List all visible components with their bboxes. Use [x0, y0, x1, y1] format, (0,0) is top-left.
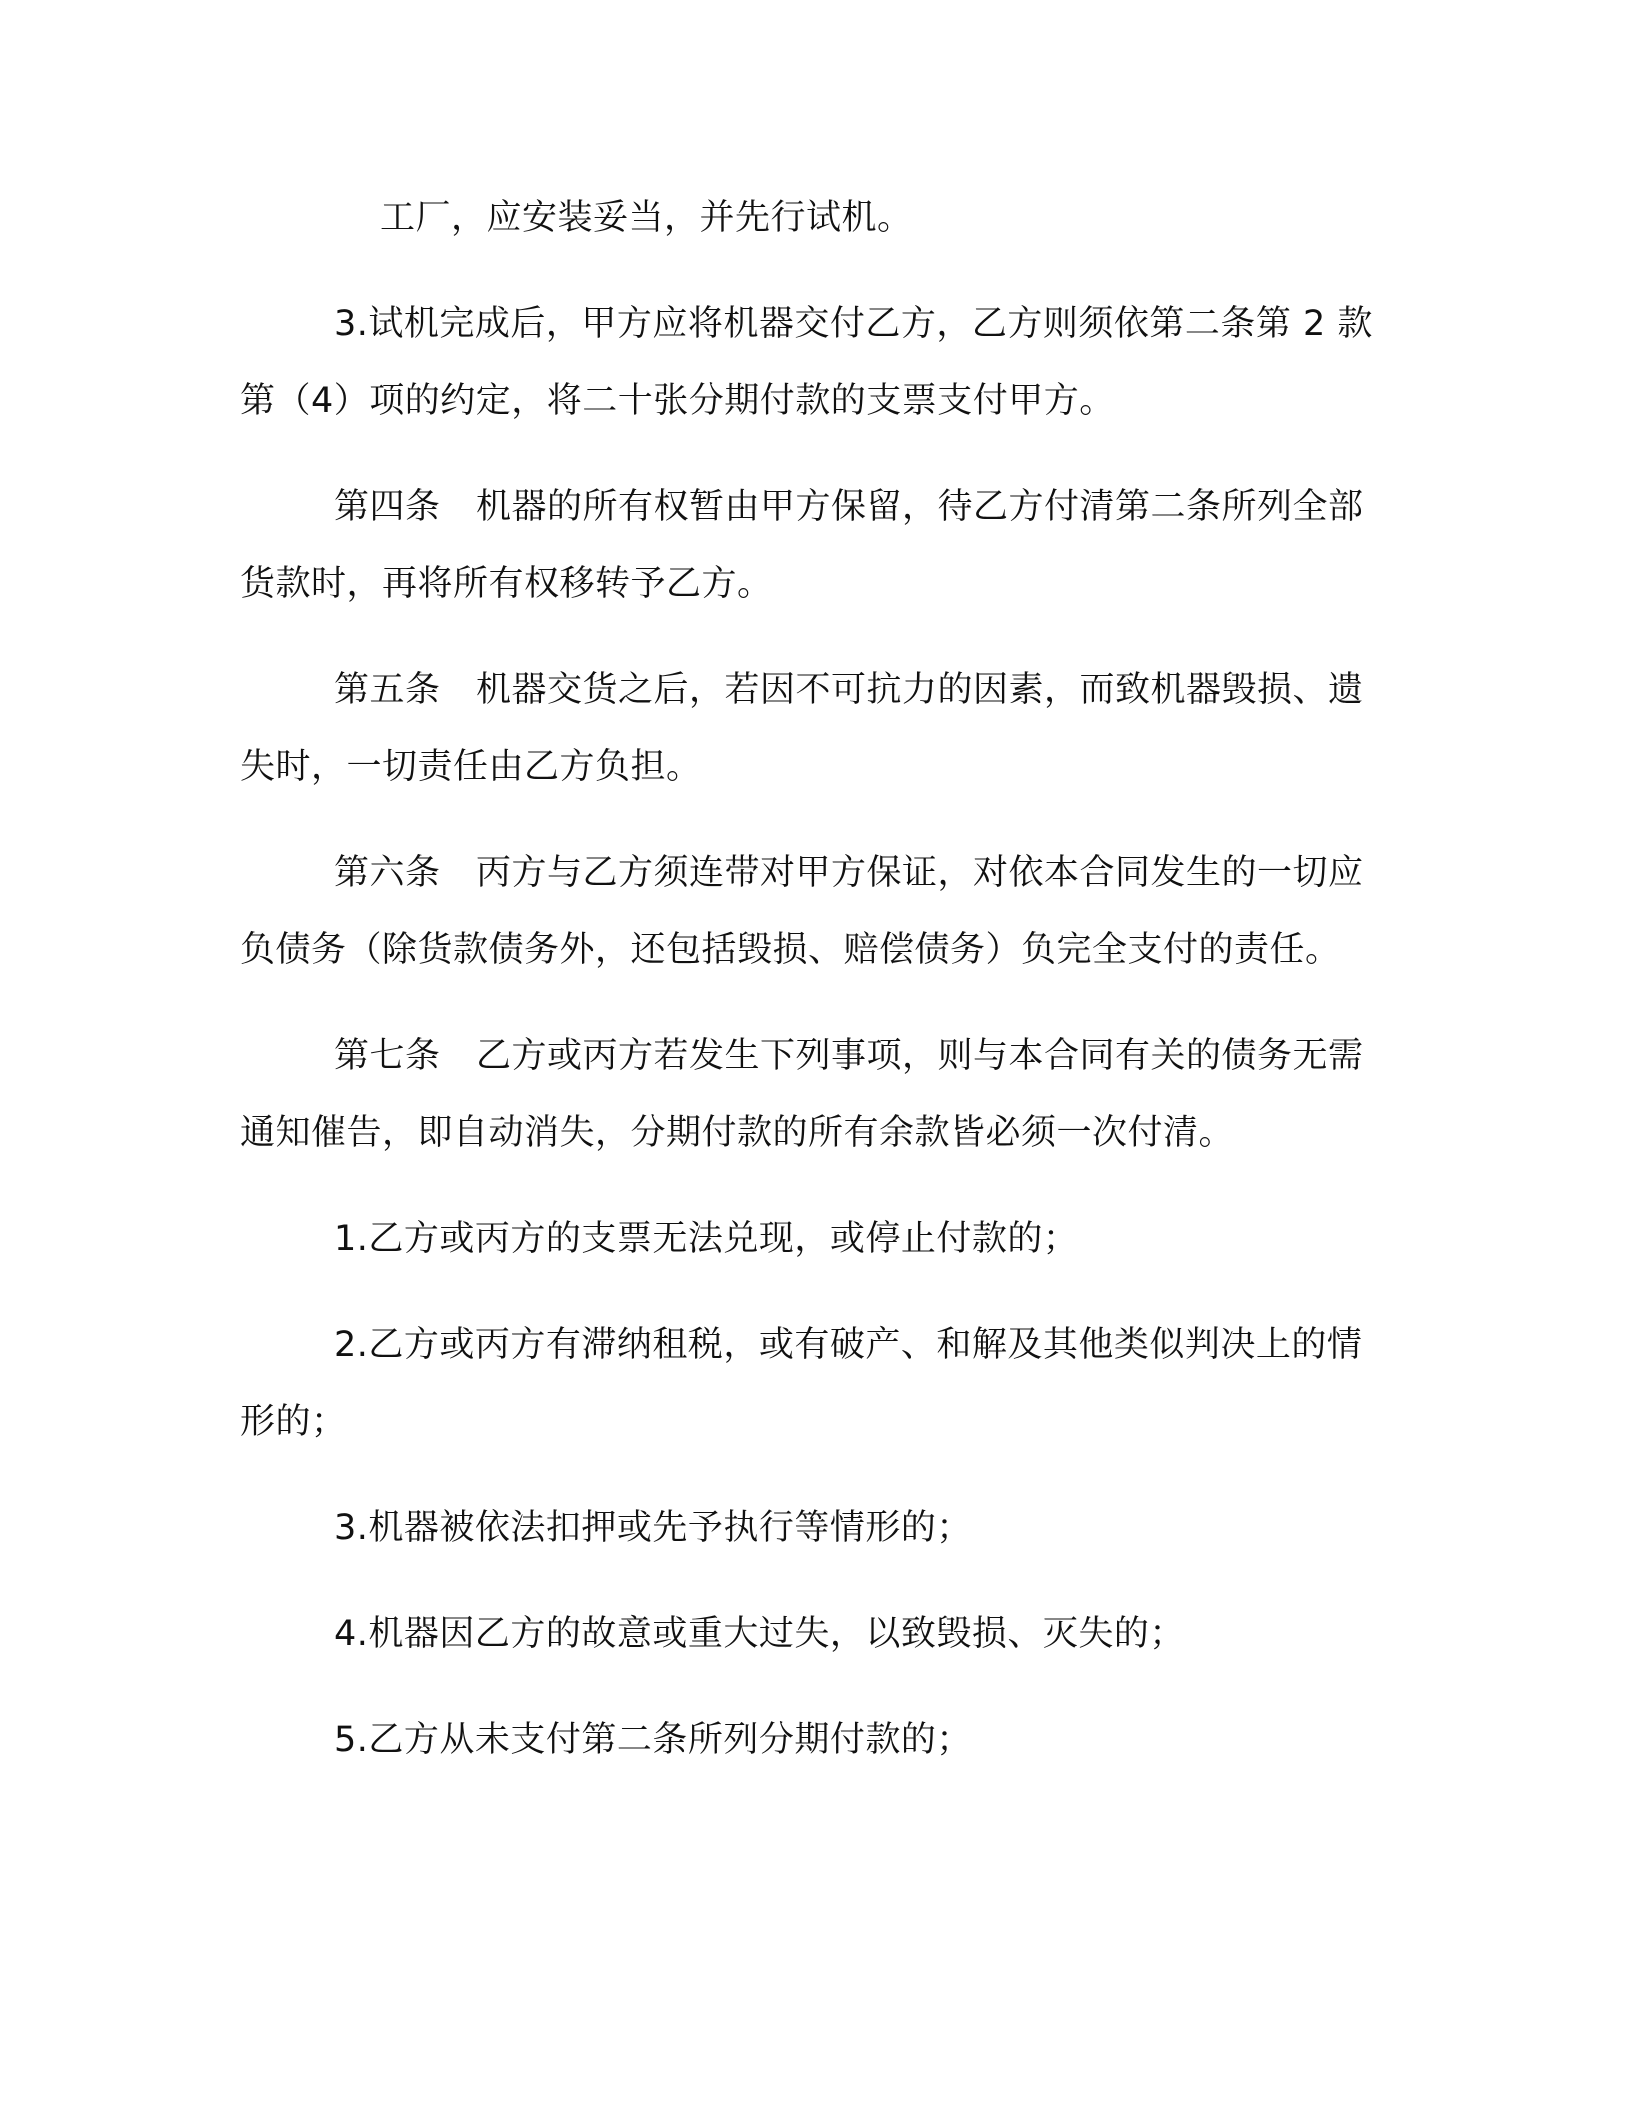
- paragraph-article-7: 第七条 乙方或丙方若发生下列事项，则与本合同有关的债务无需通知催告，即自动消失，分期付款的所有余款皆必须一次付清。: [240, 1036, 1364, 1153]
- paragraph-item-3: 3.试机完成后，甲方应将机器交付乙方，乙方则须依第二条第 2 款第（4）项的约定，将二十张分期付款的支票支付甲方。: [240, 304, 1373, 421]
- paragraph-article-5: 第五条 机器交货之后，若因不可抗力的因素，而致机器毁损、遗失时，一切责任由乙方负担。: [240, 670, 1364, 787]
- paragraph-article-6: 第六条 丙方与乙方须连带对甲方保证，对依本合同发生的一切应负债务（除货款债务外，还包括毁损、赔偿债务）负完全支付的责任。: [240, 853, 1364, 970]
- list-item-3: 3.机器被依法扣押或先予执行等情形的；: [334, 1508, 972, 1548]
- list-item-1: 1.乙方或丙方的支票无法兑现，或停止付款的；: [334, 1219, 1079, 1259]
- list-item-2: 2.乙方或丙方有滞纳租税，或有破产、和解及其他类似判决上的情形的；: [240, 1325, 1363, 1442]
- list-item-5: 5.乙方从未支付第二条所列分期付款的；: [334, 1720, 972, 1760]
- paragraph-continuation: 工厂，应安装妥当，并先行试机。: [380, 198, 913, 238]
- list-item-4: 4.机器因乙方的故意或重大过失，以致毁损、灭失的；: [334, 1614, 1185, 1654]
- contract-text: [240, 180, 1380, 1779]
- paragraph-article-4: 第四条 机器的所有权暂由甲方保留，待乙方付清第二条所列全部货款时，再将所有权移转予乙方。: [240, 487, 1364, 604]
